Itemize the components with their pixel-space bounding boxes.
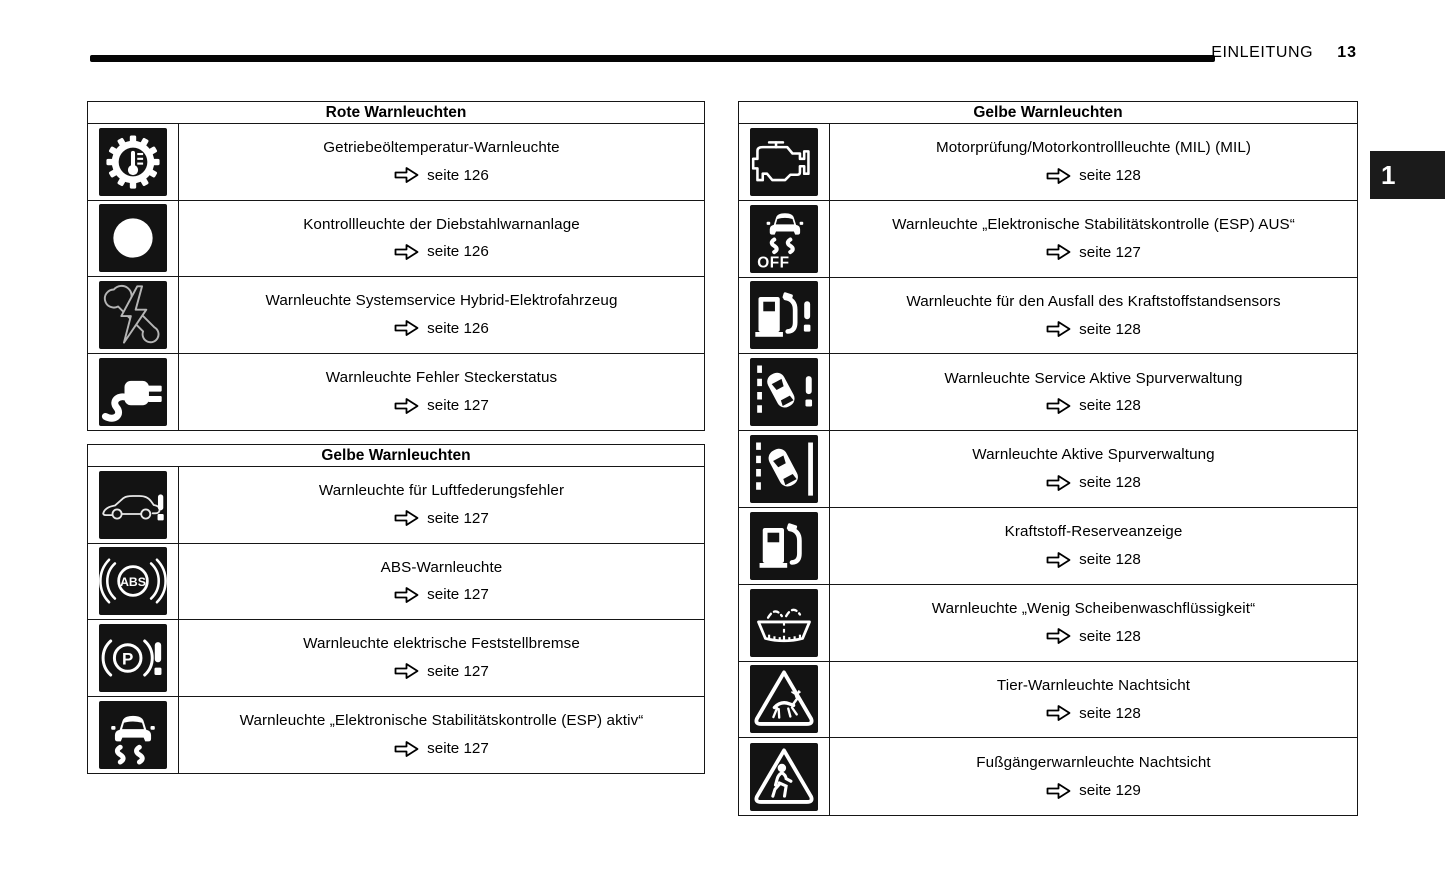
warning-light-row — [739, 431, 1357, 508]
warning-light-row — [739, 738, 1357, 815]
warning-light-row — [88, 124, 704, 201]
warning-light-label: Kontrollleuchte der Diebstahlwarnanlage — [303, 215, 580, 233]
page-arrow-icon — [1046, 474, 1071, 492]
table-title: Gelbe Warnleuchten — [88, 445, 704, 467]
warning-light-label: Warnleuchte Systemservice Hybrid-Elektrofahrzeug — [265, 292, 618, 310]
warning-light-row — [88, 354, 704, 431]
warning-light-label: Warnleuchte „Elektronische Stabilitätskontrolle (ESP) aktiv“ — [239, 712, 644, 729]
charging-plug-icon — [99, 358, 167, 426]
warning-light-row — [739, 662, 1357, 739]
page-arrow-icon — [1046, 167, 1071, 185]
warning-light-label: Warnleuchte „Wenig Scheibenwaschflüssigkeit“ — [931, 600, 1256, 618]
page-ref: seite 126 — [427, 243, 489, 261]
wrench-lightning-icon — [99, 281, 167, 349]
page-arrow-icon — [394, 740, 419, 758]
warning-light-row — [88, 467, 704, 544]
page-ref: seite 127 — [427, 740, 489, 757]
page-arrow-icon — [394, 243, 419, 261]
warning-light-label: Warnleuchte Service Aktive Spurverwaltung — [944, 369, 1243, 387]
warning-light-row — [739, 124, 1357, 201]
deer-warning-icon — [750, 665, 818, 733]
page-ref: seite 128 — [1079, 474, 1141, 492]
warning-light-row — [739, 354, 1357, 431]
security-dot-icon — [99, 204, 167, 272]
svg-text:OFF: OFF — [757, 254, 790, 272]
washer-fluid-icon — [750, 589, 818, 657]
warning-light-row — [739, 201, 1357, 278]
engine-mil-icon — [750, 128, 818, 196]
page-arrow-icon — [1046, 397, 1071, 415]
page-ref: seite 127 — [427, 662, 489, 680]
warning-light-label: Warnleuchte elektrische Feststellbremse — [303, 635, 580, 653]
page-ref: seite 128 — [1079, 320, 1141, 338]
page-ref: seite 127 — [427, 586, 489, 604]
page-arrow-icon — [1046, 243, 1071, 261]
table-gelbe-warnleuchten-links — [87, 444, 705, 774]
page-ref: seite 128 — [1079, 551, 1141, 569]
page-arrow-icon — [394, 509, 419, 527]
page-ref: seite 126 — [427, 166, 489, 184]
gear-thermometer-icon — [99, 128, 167, 196]
warning-light-label: Motorprüfung/Motorkontrollleuchte (MIL) (MIL) — [935, 139, 1252, 157]
page-arrow-icon — [394, 397, 419, 415]
page-arrow-icon — [1046, 627, 1071, 645]
page-number: 13 — [1337, 44, 1357, 61]
page-ref: seite 127 — [1079, 243, 1141, 261]
warning-light-row — [739, 278, 1357, 355]
page-arrow-icon — [1046, 320, 1071, 338]
esp-off-icon — [750, 205, 818, 273]
page-arrow-icon — [394, 319, 419, 337]
warning-light-row — [88, 277, 704, 354]
parking-brake-exclamation-icon — [99, 624, 167, 692]
page-ref: seite 128 — [1079, 627, 1141, 645]
page-arrow-icon — [1046, 704, 1071, 722]
warning-light-label: Warnleuchte für Luftfederungsfehler — [318, 482, 565, 500]
page-ref: seite 128 — [1079, 704, 1141, 722]
page-header — [1211, 44, 1357, 62]
warning-light-label: Warnleuchte für den Ausfall des Kraftstoffstandsensors — [906, 292, 1281, 310]
svg-text:ABS: ABS — [120, 575, 146, 590]
page-ref: seite 128 — [1079, 397, 1141, 415]
table-gelbe-warnleuchten-rechts — [738, 101, 1358, 816]
page-ref: seite 128 — [1079, 167, 1141, 185]
warning-light-label: Warnleuchte „Elektronische Stabilitätskontrolle (ESP) AUS“ — [892, 216, 1295, 234]
warning-light-row — [88, 697, 704, 774]
warning-light-label: Getriebeöltemperatur-Warnleuchte — [323, 139, 560, 157]
fuel-reserve-icon — [750, 512, 818, 580]
warning-light-row — [739, 508, 1357, 585]
lane-active-icon — [750, 435, 818, 503]
warning-light-label: Warnleuchte Fehler Steckerstatus — [325, 369, 558, 386]
page-arrow-icon — [394, 586, 419, 604]
page-ref: seite 127 — [427, 397, 489, 414]
chapter-tab-number: 1 — [1381, 159, 1396, 190]
warning-light-row — [88, 544, 704, 621]
fuel-sensor-fail-icon — [750, 281, 818, 349]
page-arrow-icon — [1046, 782, 1071, 800]
page-arrow-icon — [1046, 551, 1071, 569]
page-ref: seite 129 — [1079, 782, 1141, 800]
warning-light-row — [88, 620, 704, 697]
svg-text:P: P — [122, 649, 134, 669]
abs-icon — [99, 547, 167, 615]
page-ref: seite 127 — [427, 509, 489, 527]
table-rote-warnleuchten — [87, 101, 705, 431]
page-arrow-icon — [394, 166, 419, 184]
warning-light-label: ABS-Warnleuchte — [380, 558, 503, 576]
page-ref: seite 126 — [427, 319, 489, 337]
table-title: Rote Warnleuchten — [88, 102, 704, 124]
lane-service-icon — [750, 358, 818, 426]
warning-light-label: Fußgängerwarnleuchte Nachtsicht — [976, 753, 1211, 771]
warning-light-row — [739, 585, 1357, 662]
page-arrow-icon — [394, 662, 419, 680]
pedestrian-warning-icon — [750, 743, 818, 811]
header-rule — [90, 55, 1215, 62]
warning-light-label: Warnleuchte Aktive Spurverwaltung — [972, 446, 1215, 464]
warning-light-label: Kraftstoff-Reserveanzeige — [1004, 523, 1183, 541]
table-title: Gelbe Warnleuchten — [739, 102, 1357, 124]
esp-active-icon — [99, 701, 167, 769]
section-title: EINLEITUNG — [1211, 44, 1314, 61]
suv-exclamation-icon — [99, 471, 167, 539]
chapter-tab — [1370, 151, 1445, 199]
warning-light-label: Tier-Warnleuchte Nachtsicht — [996, 676, 1191, 694]
warning-light-row — [88, 201, 704, 278]
